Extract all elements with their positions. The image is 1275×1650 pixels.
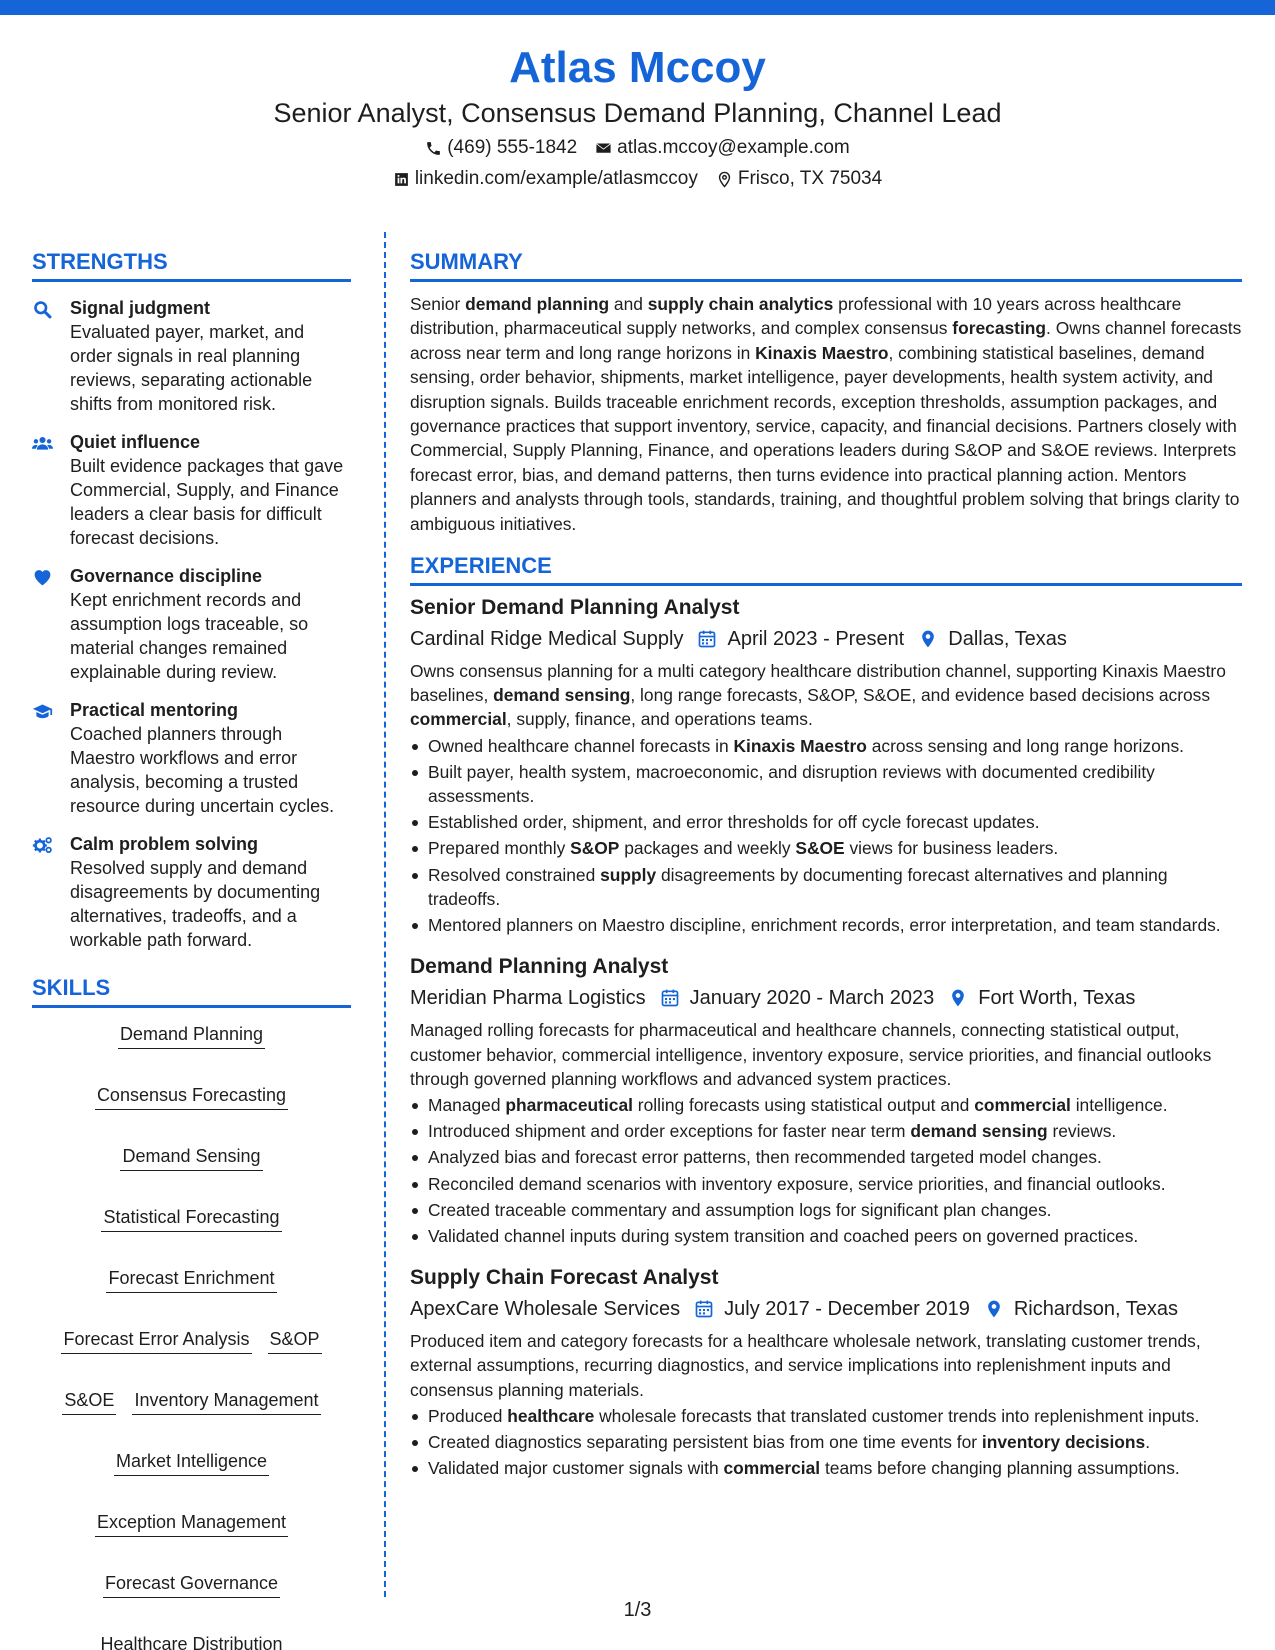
bold-text: Kinaxis Maestro (755, 342, 889, 363)
strength-desc: Coached planners through Maestro workflows and error analysis, becoming a trusted resource during uncertain cycles. (70, 724, 335, 816)
text-span: views for business leaders. (844, 838, 1059, 859)
job-bullets (410, 1093, 1242, 1248)
job-entry (410, 1264, 1242, 1480)
strength-item (32, 430, 351, 550)
bold-text: demand planning (465, 294, 610, 314)
strength-body (70, 564, 351, 684)
gears-icon (32, 835, 53, 856)
skill-tag: S&OP (268, 1327, 322, 1354)
job-location: Richardson, Texas (1013, 1298, 1178, 1321)
text-span: rolling forecasts using statistical output and (632, 1094, 975, 1115)
text-span: Established order, shipment, and error thresholds for off cycle forecast updates. (428, 812, 1040, 833)
job-location: Fort Worth, Texas (978, 987, 1136, 1010)
bold-text: pharmaceutical (505, 1094, 633, 1115)
search-icon (32, 299, 53, 320)
strength-body (70, 296, 351, 416)
calendar-icon (697, 629, 717, 649)
map-pin-icon (948, 988, 968, 1008)
skill-tag: Market Intelligence (114, 1449, 269, 1476)
job-title: Supply Chain Forecast Analyst (410, 1266, 719, 1290)
location-text: Frisco, TX 75034 (737, 168, 883, 189)
strength-body (70, 430, 351, 550)
phone-item (425, 135, 577, 161)
bullet-item (410, 1093, 1242, 1117)
left-column (32, 248, 351, 1650)
bullet-item (410, 1404, 1242, 1428)
text-span: packages and weekly (619, 838, 796, 859)
skill-tag: Forecast Enrichment (106, 1266, 276, 1293)
strength-item (32, 698, 351, 818)
text-span: . (1145, 1431, 1151, 1452)
text-span: Introduced shipment and order exceptions for faster near term (428, 1121, 911, 1142)
text-span: Managed rolling forecasts for pharmaceutical and healthcare channels, connecting statistical output, customer behavior, commercial intelligence, inventory exposure, service priorities, and financial outlooks through governed planning workflows and advanced system practices. (410, 1020, 1212, 1089)
text-span: Owns consensus planning for a multi category healthcare distribution channel, supporting Kinaxis Maestro baselines, (410, 661, 1226, 706)
text-span: Reconciled demand scenarios with inventory exposure, service priorities, and financial outlooks. (428, 1173, 1166, 1194)
strength-item (32, 564, 351, 684)
job-dates: April 2023 - Present (727, 628, 905, 651)
strength-item (32, 296, 351, 416)
text-span: Owned healthcare channel forecasts in (428, 735, 734, 756)
top-accent-bar (0, 0, 1275, 15)
phone-icon (425, 140, 442, 157)
job-company: Cardinal Ridge Medical Supply (410, 628, 684, 651)
strength-body (70, 832, 351, 952)
contact-row-2 (0, 166, 1275, 192)
bold-text: supply chain analytics (647, 294, 834, 314)
job-entry (410, 594, 1242, 937)
text-span: intelligence. (1070, 1094, 1168, 1115)
users-icon (32, 433, 53, 454)
text-span: Validated major customer signals with (428, 1458, 724, 1479)
text-span: Created traceable commentary and assumption logs for significant plan changes. (428, 1199, 1052, 1220)
candidate-name: Atlas Mccoy (509, 43, 766, 92)
linkedin-icon (393, 171, 410, 188)
strength-item (32, 832, 351, 952)
job-description (410, 1329, 1242, 1402)
strength-icon-wrap (32, 564, 70, 684)
bold-text: commercial (723, 1458, 821, 1479)
job-location: Dallas, Texas (948, 628, 1067, 651)
contact-row-1 (0, 135, 1275, 161)
page-number: 1/3 (623, 1599, 652, 1621)
bold-text: supply (600, 864, 657, 885)
bold-text: Kinaxis Maestro (733, 735, 867, 756)
map-pin-icon (716, 171, 733, 188)
strength-desc: Resolved supply and demand disagreements by documenting alternatives, tradeoffs, and a workable path forward. (70, 858, 321, 950)
text-span: reviews. (1047, 1121, 1117, 1142)
job-title: Demand Planning Analyst (410, 955, 669, 979)
bullet-item (410, 913, 1242, 937)
skill-tag: S&OE (62, 1388, 116, 1415)
job-bullets (410, 734, 1242, 938)
text-span: Mentored planners on Maestro discipline, enrichment records, error interpretation, and team standards. (428, 915, 1221, 936)
bold-text: S&OP (570, 838, 620, 859)
bold-text: inventory decisions (981, 1431, 1146, 1452)
skill-tag: Demand Sensing (120, 1144, 262, 1171)
bold-text: demand sensing (493, 685, 631, 706)
strength-icon-wrap (32, 430, 70, 550)
bullet-item (410, 836, 1242, 860)
strength-desc: Kept enrichment records and assumption logs traceable, so material changes remained explainable during review. (70, 590, 309, 682)
job-description (410, 659, 1242, 732)
text-span: across sensing and long range horizons. (866, 735, 1184, 756)
strength-title: Practical mentoring (70, 700, 239, 720)
skill-tag: Forecast Error Analysis (61, 1327, 251, 1354)
skill-tag: Exception Management (95, 1510, 288, 1537)
graduation-cap-icon (32, 701, 53, 722)
text-span: , long range forecasts, S&OP, S&OE, and evidence based decisions across (630, 685, 1211, 706)
bullet-item (410, 1430, 1242, 1454)
strength-desc: Evaluated payer, market, and order signals in real planning reviews, separating actionable shifts from monitored risk. (70, 322, 313, 414)
bullet-item (410, 760, 1242, 808)
skill-tag: Healthcare Distribution (98, 1632, 284, 1650)
summary-text (410, 292, 1242, 536)
skill-tag: Consensus Forecasting (95, 1083, 288, 1110)
text-span: wholesale forecasts that translated customer trends into replenishment inputs. (594, 1405, 1200, 1426)
skills-list (32, 1022, 351, 1650)
bullet-item (410, 863, 1242, 911)
bold-text: S&OE (795, 838, 845, 859)
job-meta (410, 625, 1242, 653)
right-column (410, 248, 1242, 1480)
calendar-icon (694, 1299, 714, 1319)
bold-text: forecasting (952, 318, 1047, 339)
job-meta (410, 1295, 1242, 1323)
map-pin-icon (918, 629, 938, 649)
bullet-item (410, 1145, 1242, 1169)
job-meta (410, 984, 1242, 1012)
text-span: Built payer, health system, macroeconomic, and disruption reviews with documented credibility assessments. (428, 761, 1155, 807)
strength-title: Signal judgment (70, 298, 211, 318)
email-text[interactable]: atlas.mccoy@example.com (617, 137, 850, 158)
strength-body (70, 698, 351, 818)
text-span: , supply, finance, and operations teams. (506, 709, 813, 730)
bold-text: demand sensing (910, 1121, 1048, 1142)
bullet-item (410, 734, 1242, 758)
text-span: disagreements by documenting forecast alternatives and planning tradeoffs. (428, 864, 1168, 909)
summary-heading: SUMMARY (410, 248, 1242, 282)
resume-header (0, 42, 1275, 192)
bullet-item (410, 810, 1242, 834)
bold-text: healthcare (507, 1405, 595, 1426)
job-bullets (410, 1404, 1242, 1481)
skill-tag: Inventory Management (132, 1388, 320, 1415)
text-span: teams before changing planning assumptions. (820, 1458, 1180, 1479)
job-company: Meridian Pharma Logistics (410, 987, 646, 1010)
text-span: Validated channel inputs during system transition and coached peers on governed practices. (428, 1225, 1139, 1246)
job-description (410, 1018, 1242, 1091)
strength-title: Governance discipline (70, 566, 263, 586)
strength-title: Quiet influence (70, 432, 201, 452)
text-span: Created diagnostics separating persistent bias from one time events for (428, 1431, 982, 1452)
bold-text: commercial (410, 709, 507, 730)
calendar-icon (660, 988, 680, 1008)
text-span: Produced (428, 1405, 508, 1426)
envelope-icon (595, 140, 612, 157)
skill-tag: Statistical Forecasting (101, 1205, 281, 1232)
strength-icon-wrap (32, 832, 70, 952)
location-item (716, 166, 882, 192)
strength-desc: Built evidence packages that gave Commercial, Supply, and Finance leaders a clear basis for difficult forecast decisions. (70, 456, 344, 548)
text-span: and (609, 294, 648, 314)
bullet-item (410, 1224, 1242, 1248)
candidate-subtitle: Senior Analyst, Consensus Demand Planning, Channel Lead (273, 98, 1002, 128)
bold-text: commercial (974, 1094, 1071, 1115)
column-divider (384, 232, 386, 1597)
bullet-item (410, 1119, 1242, 1143)
bullet-item (410, 1172, 1242, 1196)
text-span: Resolved constrained (428, 864, 601, 885)
bullet-item (410, 1456, 1242, 1480)
job-company: ApexCare Wholesale Services (410, 1298, 681, 1321)
text-span: , combining statistical baselines, demand sensing, order behavior, shipments, market intelligence, payer developments, health system activity, and disruption signals. Builds traceable enrichment records, exception thresholds, assumption packages, and governance practices that support inventory, service, capacity, and financial decisions. Partners closely with Commercial, Supply Planning, Finance, and operations leaders during S&OP and S&OE reviews. Interprets forecast error, bias, and demand patterns, then turns evidence into practical planning action. Mentors planners and analysts through tools, standards, training, and thoughtful problem solving that brings clarity to ambiguous initiatives. (410, 342, 1240, 534)
skills-heading: SKILLS (32, 974, 351, 1008)
text-span: Managed (428, 1094, 506, 1115)
skill-tag: Forecast Governance (103, 1571, 280, 1598)
strength-title: Calm problem solving (70, 834, 259, 854)
text-span: Produced item and category forecasts for a healthcare wholesale network, translating customer trends, external assumptions, recurring diagnostics, and service implications into replenishment inputs and consensus planning materials. (410, 1331, 1201, 1400)
jobs-list (410, 594, 1242, 1480)
text-span: . Owns channel forecasts across near term and long range horizons in (410, 318, 1242, 363)
text-span: Prepared monthly (428, 838, 571, 859)
heart-icon (32, 567, 53, 588)
job-dates: January 2020 - March 2023 (689, 987, 935, 1010)
strength-icon-wrap (32, 296, 70, 416)
job-title: Senior Demand Planning Analyst (410, 596, 740, 620)
job-dates: July 2017 - December 2019 (724, 1298, 970, 1321)
strengths-heading: STRENGTHS (32, 248, 351, 282)
linkedin-text[interactable]: linkedin.com/example/atlasmccoy (414, 168, 698, 189)
skill-tag: Demand Planning (118, 1022, 265, 1049)
email-item (595, 135, 850, 161)
text-span: Senior (410, 294, 466, 314)
job-entry (410, 953, 1242, 1248)
text-span: Analyzed bias and forecast error patterns, then recommended targeted model changes. (428, 1147, 1102, 1168)
linkedin-item (393, 166, 698, 192)
map-pin-icon (984, 1299, 1004, 1319)
strengths-list (32, 296, 351, 952)
strength-icon-wrap (32, 698, 70, 818)
experience-heading: EXPERIENCE (410, 552, 1242, 586)
text-span: professional with 10 years across healthcare distribution, pharmaceutical supply networks, and complex consensus (410, 294, 1182, 339)
phone-text[interactable]: (469) 555-1842 (447, 137, 578, 158)
bullet-item (410, 1198, 1242, 1222)
